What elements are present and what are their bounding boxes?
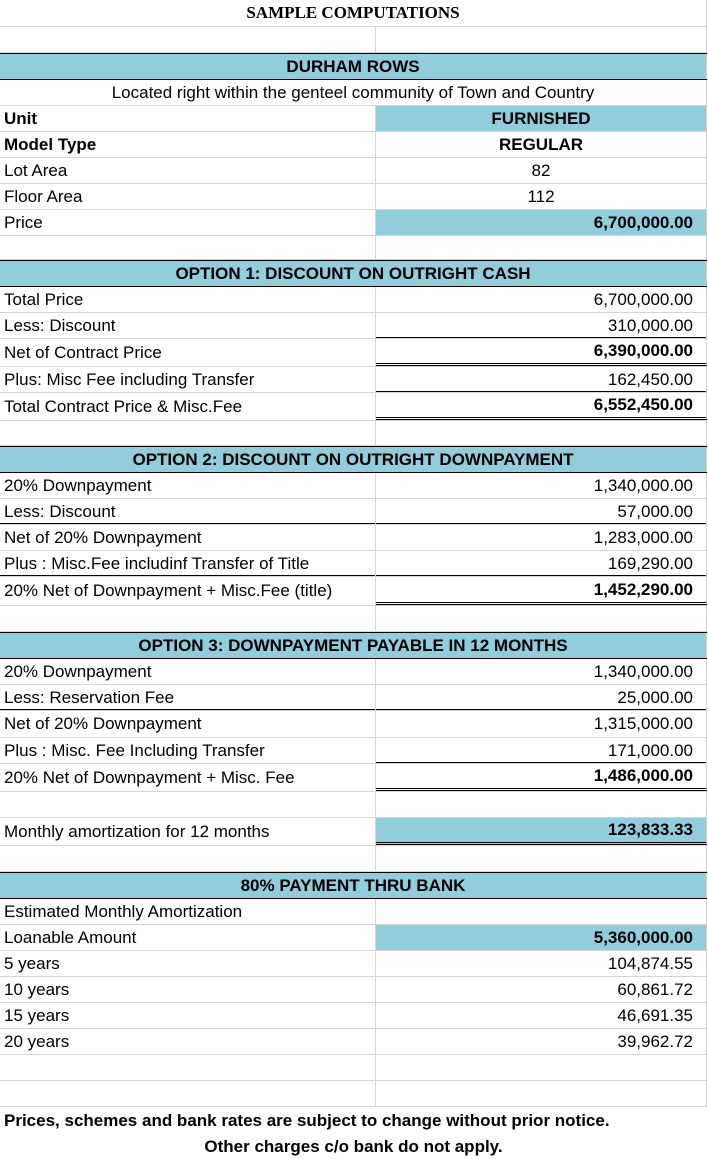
- price-label: Price: [0, 210, 376, 235]
- term-label: 10 years: [0, 977, 376, 1002]
- spec-value: 82: [376, 158, 707, 183]
- row-label: Plus : Misc.Fee includinf Transfer of Title: [0, 551, 376, 576]
- option2-total-row: [0, 577, 707, 606]
- spec-row: [0, 106, 707, 132]
- row-value: 57,000.00: [376, 499, 707, 524]
- option2-header-row: [0, 446, 707, 473]
- bank-header-row: [0, 872, 707, 899]
- option2-row: [0, 525, 707, 551]
- note-row: [0, 1107, 707, 1134]
- option3-row: [0, 711, 707, 738]
- row-label: Plus : Misc. Fee Including Transfer: [0, 738, 376, 763]
- row-value: 1,340,000.00: [376, 473, 707, 498]
- row-label: Less: Discount: [0, 499, 376, 524]
- option1-title: OPTION 1: DISCOUNT ON OUTRIGHT CASH: [0, 261, 707, 286]
- project-header-row: [0, 53, 707, 80]
- spec-value: 112: [376, 184, 707, 209]
- blank-row: [0, 1055, 707, 1081]
- spec-label: Unit: [0, 106, 376, 131]
- blank-row: [0, 846, 707, 872]
- row-value: 310,000.00: [376, 313, 707, 338]
- note-line-2: Other charges c/o bank do not apply.: [204, 1136, 503, 1156]
- spec-row: [0, 132, 707, 158]
- row-label: Net of 20% Downpayment: [0, 525, 376, 550]
- option2-row: [0, 499, 707, 525]
- option3-header-row: [0, 632, 707, 659]
- row-value: 171,000.00: [376, 738, 707, 763]
- row-label: Total Contract Price & Misc.Fee: [0, 393, 376, 420]
- row-label: 20% Downpayment: [0, 659, 376, 684]
- row-label: 20% Net of Downpayment + Misc.Fee (title): [0, 577, 376, 605]
- row-value: 1,486,000.00: [376, 764, 707, 791]
- loanable-row: [0, 925, 707, 951]
- loanable-value: 5,360,000.00: [376, 925, 707, 950]
- row-value: 162,450.00: [376, 367, 707, 392]
- option3-row: [0, 738, 707, 764]
- price-row: [0, 210, 707, 236]
- row-label: Plus: Misc Fee including Transfer: [0, 367, 376, 392]
- term-label: 15 years: [0, 1003, 376, 1028]
- note-row: [0, 1134, 707, 1159]
- term-value: 60,861.72: [376, 977, 707, 1002]
- row-label: Less: Reservation Fee: [0, 685, 376, 710]
- title-row: [0, 0, 707, 27]
- spec-value: FURNISHED: [376, 106, 707, 131]
- spec-label: Floor Area: [0, 184, 376, 209]
- term-label: 20 years: [0, 1029, 376, 1054]
- option1-row: [0, 367, 707, 393]
- option1-row: [0, 339, 707, 367]
- option3-title: OPTION 3: DOWNPAYMENT PAYABLE IN 12 MONTHS: [0, 633, 707, 658]
- blank-row: [0, 27, 707, 53]
- option1-total-row: [0, 393, 707, 421]
- spec-row: [0, 158, 707, 184]
- term-value: 46,691.35: [376, 1003, 707, 1028]
- option1-row: [0, 287, 707, 313]
- monthly-value: 123,833.33: [376, 818, 707, 845]
- option1-header-row: [0, 260, 707, 287]
- bank-title: 80% PAYMENT THRU BANK: [0, 873, 707, 898]
- page-title: SAMPLE COMPUTATIONS: [0, 0, 707, 26]
- price-value: 6,700,000.00: [376, 210, 707, 235]
- option3-row: [0, 685, 707, 711]
- row-value: 1,315,000.00: [376, 711, 707, 737]
- row-value: 6,700,000.00: [376, 287, 707, 312]
- blank-row: [0, 236, 707, 260]
- term-row: [0, 1003, 707, 1029]
- term-row: [0, 951, 707, 977]
- row-label: 20% Downpayment: [0, 473, 376, 498]
- row-value: 169,290.00: [376, 551, 707, 576]
- monthly-amortization-row: [0, 818, 707, 846]
- estimated-label: Estimated Monthly Amortization: [0, 899, 376, 924]
- row-label: 20% Net of Downpayment + Misc. Fee: [0, 764, 376, 791]
- row-value: 1,340,000.00: [376, 659, 707, 684]
- option2-row: [0, 551, 707, 577]
- row-label: Net of 20% Downpayment: [0, 711, 376, 737]
- row-label: Net of Contract Price: [0, 339, 376, 366]
- tagline-row: [0, 80, 707, 106]
- option3-total-row: [0, 764, 707, 792]
- row-value: 25,000.00: [376, 685, 707, 710]
- term-value: 104,874.55: [376, 951, 707, 976]
- note-line-1: Prices, schemes and bank rates are subject to change without prior notice.: [4, 1110, 610, 1130]
- row-value: 1,452,290.00: [376, 577, 707, 605]
- row-value: 1,283,000.00: [376, 525, 707, 550]
- row-value: 6,552,450.00: [376, 393, 707, 420]
- term-row: [0, 977, 707, 1003]
- monthly-label: Monthly amortization for 12 months: [0, 818, 376, 845]
- option1-row: [0, 313, 707, 339]
- blank-row: [0, 1081, 707, 1107]
- term-value: 39,962.72: [376, 1029, 707, 1054]
- spec-value: REGULAR: [376, 132, 707, 157]
- option2-title: OPTION 2: DISCOUNT ON OUTRIGHT DOWNPAYMENT: [0, 447, 707, 472]
- option3-row: [0, 659, 707, 685]
- blank-row: [0, 792, 707, 818]
- row-label: Total Price: [0, 287, 376, 312]
- project-name: DURHAM ROWS: [0, 54, 707, 79]
- spec-row: [0, 184, 707, 210]
- row-label: Less: Discount: [0, 313, 376, 338]
- spec-label: Model Type: [0, 132, 376, 157]
- blank-row: [0, 606, 707, 632]
- spec-label: Lot Area: [0, 158, 376, 183]
- option2-row: [0, 473, 707, 499]
- project-tagline: Located right within the genteel community of Town and Country: [0, 80, 707, 105]
- blank-row: [0, 421, 707, 446]
- term-row: [0, 1029, 707, 1055]
- loanable-label: Loanable Amount: [0, 925, 376, 950]
- term-label: 5 years: [0, 951, 376, 976]
- bank-estimated-row: [0, 899, 707, 925]
- row-value: 6,390,000.00: [376, 339, 707, 366]
